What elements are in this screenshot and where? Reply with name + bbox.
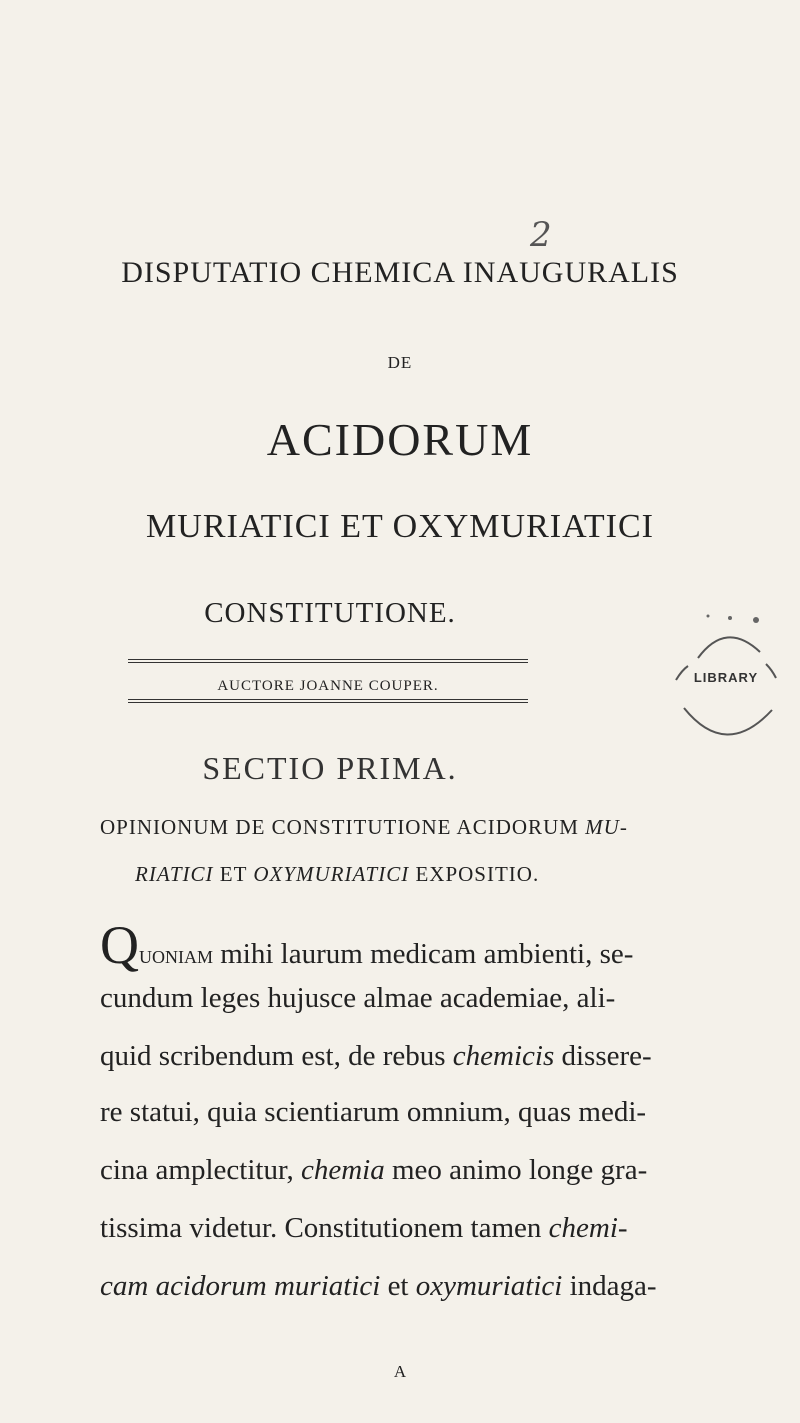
signature-mark: A [393,1362,407,1381]
body-line-5 [100,1154,647,1187]
library-stamp [668,600,784,776]
oxymuriatici-text: OXYMURIATICI [253,862,410,886]
rule-top-2 [128,662,528,663]
muriatici-heading: MURIATICI ET OXYMURIATICI [146,508,654,545]
rule-top-1 [128,659,528,660]
riatici-text: RIATICI [135,862,214,886]
rule-bottom-1 [128,699,528,700]
constitutione-heading: CONSTITUTIONE. [204,597,456,629]
body-line-3 [100,1040,652,1073]
title: DISPUTATIO CHEMICA INAUGURALIS [121,256,679,289]
author-line: AUCTORE JOANNE COUPER. [217,678,439,694]
body-line-3-italic: chemicis [452,1040,555,1072]
acidorum-heading: ACIDORUM [266,414,534,465]
opinionum-line-2 [135,862,539,887]
de-heading: DE [387,353,413,372]
body-line-5-b: meo animo longe gra- [384,1154,648,1186]
drop-initial: Q [100,915,139,975]
body-line-5-italic: chemia [300,1154,385,1186]
body-line-7-italic-b: oxymuriatici [415,1270,563,1302]
body-line-1-rest: mihi laurum medicam ambienti, se- [213,938,634,970]
body-line-7-b: et [380,1270,416,1302]
body-line-6-a: tissima videtur. Constitutionem tamen [100,1212,549,1244]
section-heading: SECTIO PRIMA. [202,750,458,786]
body-line-6 [100,1212,628,1245]
body-line-5-a: cina amplectitur, [100,1154,301,1186]
opinionum-line-1 [100,815,628,840]
body-line-4: re statui, quia scientiarum omnium, quas medi- [100,1096,647,1128]
body-line-1 [100,915,634,975]
et-text: ET [213,862,254,886]
opinionum-italic: MU- [585,815,628,839]
stamp-icon [668,600,784,776]
handwritten-mark: 2 [530,215,552,255]
body-line-2: cundum leges hujusce almae academiae, ali- [100,982,616,1014]
body-line-7-c: indaga- [562,1270,657,1302]
expositio-text: EXPOSITIO. [409,862,540,886]
opinionum-text: OPINIONUM DE CONSTITUTIONE ACIDORUM [100,815,586,839]
body-line-7-italic-a: cam acidorum muriatici [100,1270,381,1302]
stamp-label: LIBRARY [693,670,759,685]
body-line-3-a: quid scribendum est, de rebus [100,1040,453,1072]
rule-bottom-2 [128,702,528,703]
body-line-3-b: dissere- [554,1040,652,1072]
body-line-6-italic: chemi- [548,1212,628,1244]
smallcaps-word: uoniam [139,940,213,969]
body-line-7 [100,1270,657,1303]
